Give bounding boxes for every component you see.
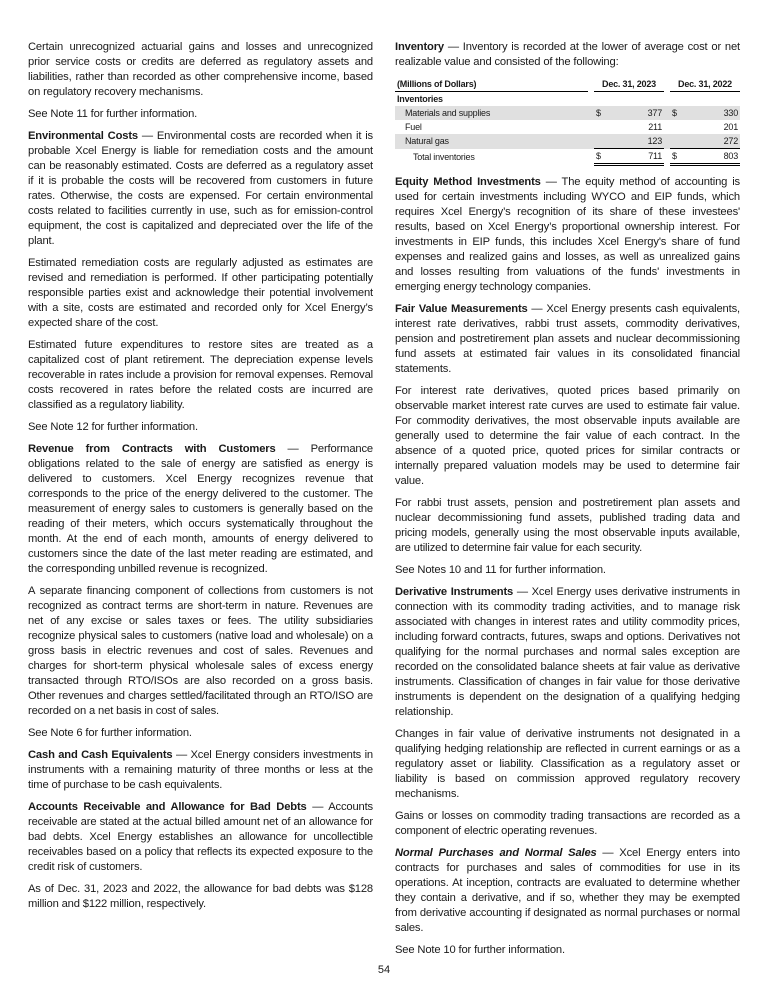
paragraph-revenue-contracts: Revenue from Contracts with Customers — Performance obligations related to the sale of energy are satisfied as energy is delivered to customers. Xcel Energy recognizes revenue that corresponds to the price of the energy delivered to the customer. The measurement of energy sales to customers is generally based on the reading of their meters, which occurs systematically throughout the month. At the end of each month, amounts of energy delivered to customers since the date of the last meter reading are estimated, and the corresponding unbilled revenue is recognized.: [28, 443, 373, 575]
paragraph-actuarial-gains: Certain unrecognized actuarial gains and losses and unrecognized prior service costs or credits are deferred as regulatory assets and liabilities, rather than recorded as other comprehensive income, based on regulatory recovery mechanisms.: [28, 41, 373, 98]
paragraph-environmental-costs: Environmental Costs — Environmental costs are recorded when it is probable Xcel Energy is liable for remediation costs and the amount can be reasonably estimated. Costs are deferred as a regulatory asset if it is probable the costs will be recovered from customers in future rates. Otherwise, the costs are expensed. For certain environmental costs related to facilities currently in use, such as for emission-control equipment, the cost is capitalized and depreciated over the life of the plant.: [28, 130, 373, 247]
paragraph-future-expenditures: Estimated future expenditures to restore sites are treated as a capitalized cost of plant retirement. The depreciation expense levels recoverable in rates include a provision for removal expenses. Removal costs recovered in rates before the related costs are incurred are classified as a regulatory liability.: [28, 339, 373, 411]
heading-fair-value: Fair Value Measurements: [395, 303, 528, 315]
paragraph-inventory: Inventory — Inventory is recorded at the lower of average cost or net realizable value and consisted of the following:: [395, 41, 740, 68]
paragraph-derivative-instruments: Derivative Instruments — Xcel Energy uses derivative instruments in connection with its commodity trading activities, and to manage risk associated with changes in interest rates and utility commodity prices, including forward contracts, futures, swaps and options. Derivatives not qualifying for the normal purchases and normal sales exception are recorded on the consolidated balance sheets at fair value as derivative instruments. Classification of changes in fair value for those derivative instruments is dependent on the designation of a qualifying hedging relationship.: [395, 586, 740, 718]
heading-accounts-receivable: Accounts Receivable and Allowance for Bad Debts: [28, 801, 307, 813]
paragraph-see-note-11: See Note 11 for further information.: [28, 108, 198, 120]
paragraph-see-notes-10-11: See Notes 10 and 11 for further information.: [395, 564, 606, 576]
paragraph-interest-rate-derivatives: For interest rate derivatives, quoted prices based primarily on observable market interest rate curves are used to estimate fair value. For commodity derivatives, the most observable inputs available are generally used to determine the fair value of each contract. In the absence of a quoted price, quoted prices for similar contracts or internally prepared valuation models may be used to determine fair value.: [395, 385, 740, 487]
paragraph-cash-equivalents: Cash and Cash Equivalents — Xcel Energy considers investments in instruments with a remaining maturity of three months or less at the time of purchase to be cash equivalents.: [28, 749, 373, 791]
section-label: Inventories: [397, 94, 443, 104]
table-header-row: [395, 77, 740, 92]
paragraph-normal-purchases: Normal Purchases and Normal Sales — Xcel Energy enters into contracts for purchases and sales of commodities for use in its operations. At inception, contracts are evaluated to determine whether they contain a derivative, and if so, whether they may be exempted from derivative accounting if designated as normal purchases or normal sales.: [395, 847, 740, 934]
page-number: 54: [377, 964, 391, 976]
right-column: [395, 40, 740, 965]
paragraph-equity-method: Equity Method Investments — The equity method of accounting is used for certain investments including WYCO and EIP funds, which requires Xcel Energy’s recognition of its share of these investees' results, based on Xcel Energy’s proportional ownership interest. For investments in EIP funds, this includes Xcel Energy's share of fund expenses and realized gains and losses, as well as unrealized gains and losses resulting from valuations of the funds' investments in emerging energy technology companies.: [395, 176, 740, 293]
table-total-row: Total inventories $ 711 $ 803: [395, 149, 740, 165]
paragraph-see-note-6: See Note 6 for further information.: [28, 727, 192, 739]
inventory-table: [395, 77, 740, 166]
paragraph-commodity-trading: Gains or losses on commodity trading transactions are recorded as a component of electric operating revenues.: [395, 810, 740, 837]
paragraph-see-note-12: See Note 12 for further information.: [28, 421, 198, 433]
paragraph-see-note-10: See Note 10 for further information.: [395, 944, 565, 956]
heading-revenue-contracts: Revenue from Contracts with Customers: [28, 443, 276, 455]
table-section-row: [395, 92, 740, 107]
left-column: [28, 40, 373, 919]
paragraph-changes-fair-value: Changes in fair value of derivative instruments not designated in a qualifying hedging relationship are reflected in current earnings or as a regulatory asset or liability. Classification as a regulatory asset or liability is based on commission approved regulatory recovery mechanisms.: [395, 728, 740, 800]
paragraph-rabbi-trust: For rabbi trust assets, pension and postretirement plan assets and nuclear decommissioning fund assets, published trading data and pricing models, generally using the most observable inputs available, are utilized to determine fair value for each security.: [395, 497, 740, 554]
paragraph-bad-debts-allowance: As of Dec. 31, 2023 and 2022, the allowance for bad debts was $128 million and $122 million, respectively.: [28, 883, 373, 910]
paragraph-financing-component: A separate financing component of collections from customers is not recognized as contract terms are short-term in nature. Revenues are net of any excise or sales taxes or fees. The utility subsidiaries recognize physical sales to customers (native load and wholesale) on a gross basis in electric revenues and cost of sales. Revenues and charges for short-term physical wholesale sales of excess energy transacted through RTO/ISOs are also recorded on a gross basis. Other revenues and charges settled/facilitated through an RTO/ISO are recorded on a net basis in cost of sales.: [28, 585, 373, 717]
paragraph-remediation-costs: Estimated remediation costs are regularly adjusted as estimates are revised and remediation is performed. If other participating potentially responsible parties exist and acknowledge their potential involvement with a site, costs are estimated and recorded only for Xcel Energy’s expected share of the cost.: [28, 257, 373, 329]
heading-derivative-instruments: Derivative Instruments: [395, 586, 514, 598]
column-header-2023: Dec. 31, 2023: [594, 77, 664, 92]
heading-cash-equivalents: Cash and Cash Equivalents: [28, 749, 173, 761]
paragraph-accounts-receivable: Accounts Receivable and Allowance for Bad Debts — Accounts receivable are stated at the actual billed amount net of an allowance for bad debts. Xcel Energy establishes an allowance for uncollectible receivables based on a policy that reflects its expected exposure to the credit risk of customers.: [28, 801, 374, 873]
heading-equity-method: Equity Method Investments: [395, 176, 541, 188]
heading-environmental-costs: Environmental Costs: [28, 130, 138, 142]
table-row: Fuel 211 201: [405, 122, 738, 132]
heading-inventory: Inventory: [395, 41, 445, 53]
paragraph-fair-value: Fair Value Measurements — Xcel Energy presents cash equivalents, interest rate derivatives, rabbi trust assets, commodity derivatives, pension and postretirement plan assets and nuclear decommissioning fund assets at estimated fair values in its consolidated financial statements.: [395, 303, 740, 375]
column-header-2022: Dec. 31, 2022: [670, 77, 740, 92]
table-row: Natural gas 123 272: [395, 134, 740, 149]
heading-normal-purchases: Normal Purchases and Normal Sales: [395, 847, 597, 859]
table-row: Materials and supplies $ 377 $ 330: [395, 106, 740, 120]
unit-label: (Millions of Dollars): [395, 77, 588, 92]
